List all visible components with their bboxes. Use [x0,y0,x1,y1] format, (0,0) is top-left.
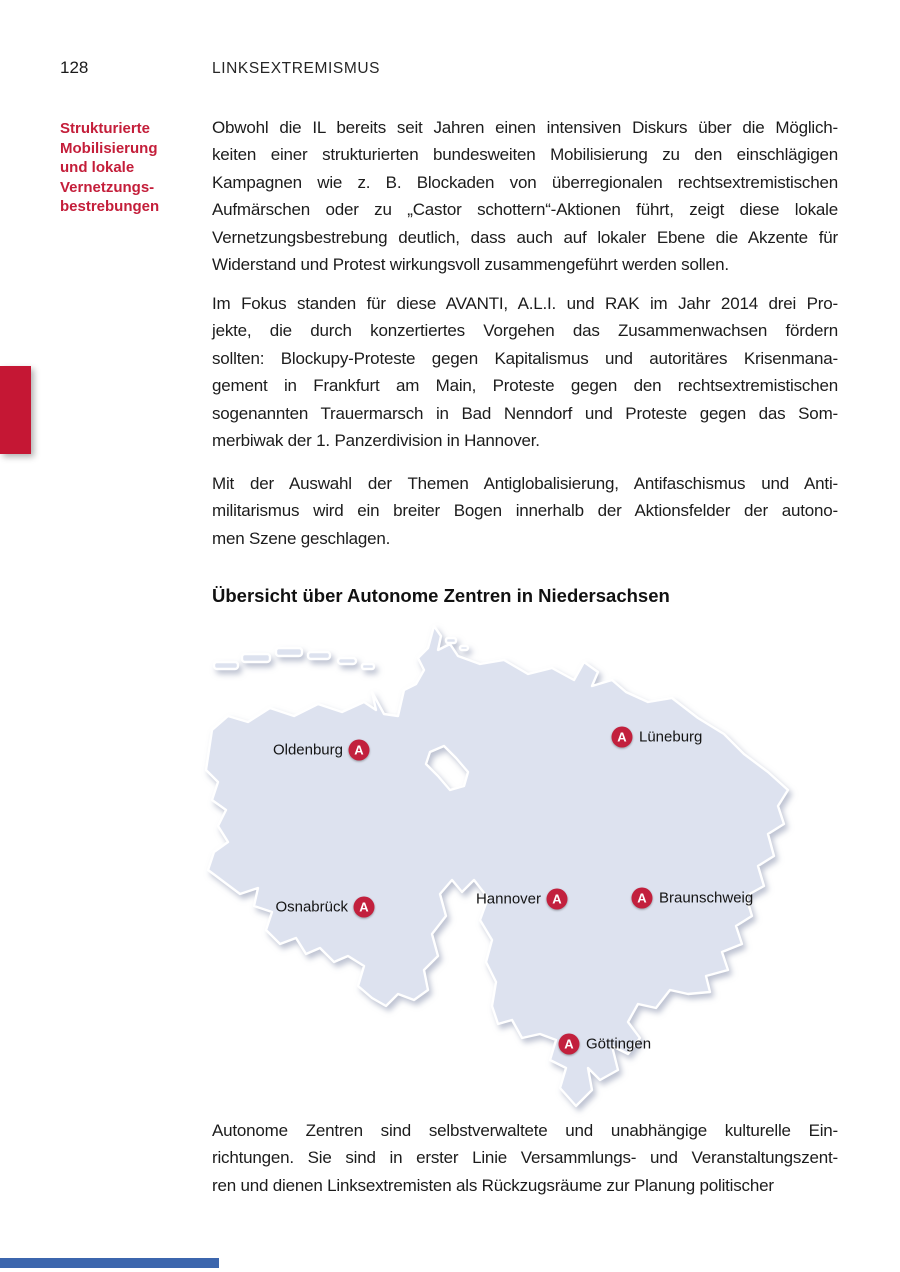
text-line: Mit der Auswahl der Themen Antiglobalisierung, Antifaschismus und Anti- [212,474,838,493]
chapter-tab [0,366,31,454]
city-label-göttingen: Göttingen [586,1035,652,1053]
city-marker-osnabrück: A [354,897,375,918]
city-marker-oldenburg: A [349,740,370,761]
city-label-lüneburg: Lüneburg [639,728,703,746]
island-shape [446,638,456,643]
chapter-header: LINKSEXTREMISMUS [212,60,381,77]
paragraph-2 [212,290,838,454]
city-label-oldenburg: Oldenburg [272,741,343,759]
island-shape [242,654,270,662]
island-shape [460,646,468,650]
text-line: Mobilisierung [60,139,158,157]
city-marker-lüneburg: A [612,727,633,748]
island-shape [362,664,374,669]
map-heading: Übersicht über Autonome Zentren in Niedersachsen [212,585,670,606]
text-line: Autonome Zentren sind selbstverwaltete und unabhängige kulturelle Ein- [212,1121,838,1140]
text-line: Strukturierte [60,120,151,137]
text-line: Obwohl die IL bereits seit Jahren einen intensiven Diskurs über die Möglich- [212,118,838,137]
text-line: merbiwak der 1. Panzerdivision in Hannover. [212,431,540,451]
island-shape [214,662,238,669]
text-line: militarismus wird ein breiter Bogen innerhalb der Aktionsfelder der autono- [212,501,838,521]
island-shape [276,648,302,656]
city-label-osnabrück: Osnabrück [275,898,348,916]
text-line: richtungen. Sie sind in erster Linie Versammlungs- und Veranstaltungszent- [212,1148,838,1168]
paragraph-1 [212,114,838,278]
page-number: 128 [60,58,89,77]
text-line: ren und dienen Linksextremisten als Rückzugsräume zur Planung politischer [212,1175,774,1195]
city-label-braunschweig: Braunschweig [659,889,754,907]
text-line: Im Fokus standen für diese AVANTI, A.L.I. und RAK im Jahr 2014 drei Pro- [212,294,838,313]
city-label-hannover: Hannover [475,890,541,908]
text-line: men Szene geschlagen. [212,528,391,548]
text-line: bestrebungen [60,198,160,215]
paragraph-3 [212,470,838,552]
island-shape [308,652,330,659]
text-line: Widerstand und Protest wirkungsvoll zusammengeführt werden sollen. [212,255,729,275]
text-line: sogenannten Trauermarsch in Bad Nenndorf und Proteste gegen das Som- [212,403,838,423]
map-svg [200,618,790,1110]
paragraph-4 [212,1117,838,1199]
text-line: Vernetzungsbestrebung deutlich, dass auch auf lokaler Ebene die Akzente für [212,227,838,247]
text-line: jekte, die durch konzertiertes Vorgehen das Zusammenwachsen fördern [212,321,838,341]
island-shape [338,658,356,664]
text-line: Aufmärschen oder zu „Castor schottern“-Aktionen führt, zeigt diese lokale [212,200,838,220]
text-line: Kampagnen wie z. B. Blockaden von überregionalen rechtsextremistischen [212,172,838,192]
niedersachsen-map [200,618,790,1110]
city-marker-braunschweig: A [632,888,653,909]
text-line: sollten: Blockupy-Proteste gegen Kapitalismus und autoritäres Krisenmana- [212,348,838,368]
footer-bar [0,1258,219,1268]
text-line: keiten einer strukturierten bundesweiten Mobilisierung zu den einschlägigen [212,145,838,165]
city-marker-göttingen: A [559,1034,580,1055]
city-marker-hannover: A [547,889,568,910]
text-line: gement in Frankfurt am Main, Proteste gegen den rechtsextremistischen [212,376,838,396]
margin-note [60,119,210,217]
text-line: Vernetzungs- [60,178,155,196]
niedersachsen-outline [206,626,788,1106]
text-line: und lokale [60,159,135,176]
